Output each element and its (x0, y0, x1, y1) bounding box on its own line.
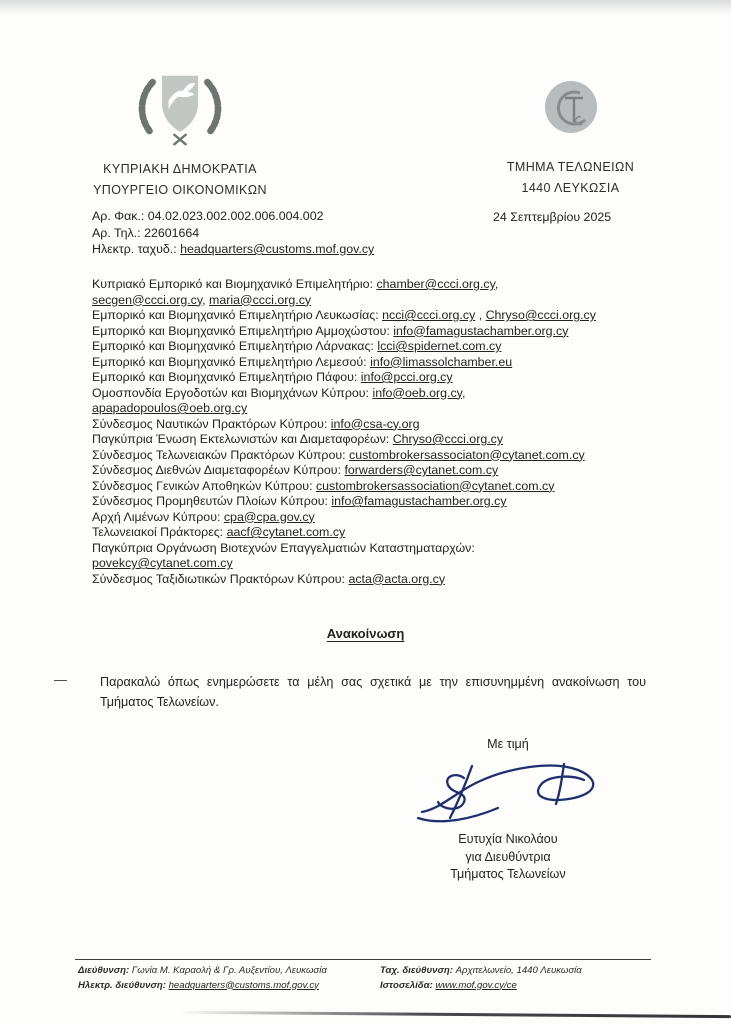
footer-email-link[interactable]: headquarters@customs.mof.gov.cy (168, 979, 319, 991)
recipient-line (92, 479, 652, 495)
recipient-line (92, 463, 652, 479)
recipient-line (92, 494, 652, 510)
recipient-line (92, 339, 652, 355)
email-link[interactable]: forwarders@cytanet.com.cy (344, 463, 499, 477)
republic-title: ΚΥΠΡΙΑΚΗ ΔΗΜΟΚΡΑΤΙΑ (103, 162, 257, 176)
footer-web-line: Ιστοσελίδα: www.mof.gov.cy/ce (380, 979, 517, 991)
footer-postal-line: Ταχ. διεύθυνση: Αρχιτελωνείο, 1440 Λευκωσία (380, 965, 582, 976)
email-link[interactable]: Chryso@ccci.org.cy (485, 308, 596, 322)
recipient-line (92, 324, 652, 340)
recipient-line (92, 277, 652, 308)
email-link[interactable]: povekcy@cytanet.com.cy (92, 556, 233, 570)
recipient-label: Σύνδεσμος Ταξιδιωτικών Πρακτόρων Κύπρου: (92, 571, 349, 586)
recipient-line (92, 386, 652, 417)
email-link[interactable]: headquarters@customs.mof.gov.cy (180, 242, 375, 256)
ministry-title: ΥΠΟΥΡΓΕΙΟ ΟΙΚΟΝΟΜΙΚΩΝ (93, 183, 267, 197)
recipient-label: Σύνδεσμος Τελωνειακών Πρακτόρων Κύπρου: (92, 447, 350, 462)
letter-date: 24 Σεπτεμβρίου 2025 (493, 210, 612, 224)
email-link[interactable]: info@limassolchamber.eu (370, 354, 513, 369)
reference-block (92, 208, 374, 258)
department-title: ΤΜΗΜΑ ΤΕΛΩΝΕΙΩΝ (506, 160, 635, 174)
recipient-label: Εμπορικό και Βιομηχανικό Επιμελητήριο Λευκωσίας: (92, 308, 383, 322)
recipient-label: Παγκύπρια Οργάνωση Βιοτεχνών Επαγγελματιών Καταστηματαρχών: (92, 540, 475, 555)
email-link[interactable]: acta@acta.org.cy (348, 571, 446, 586)
signatory-name: Ευτυχία Νικολάου (458, 832, 558, 846)
email-link[interactable]: aacf@cytanet.com.cy (226, 525, 346, 539)
email-link[interactable]: info@famagustachamber.org.cy (331, 494, 507, 508)
recipient-label: , (475, 308, 486, 322)
recipient-line (92, 448, 652, 464)
cyprus-coat-of-arms-icon (132, 70, 228, 155)
email-link[interactable]: apapadopoulos@oeb.org.cy (92, 401, 248, 415)
recipient-label: Κυπριακό Εμπορικό και Βιομηχανικό Επιμελητήριο: (92, 277, 377, 291)
recipient-label: Εμπορικό και Βιομηχανικό Επιμελητήριο Λάρνακας: (92, 339, 378, 353)
handwritten-signature-icon (412, 748, 612, 835)
announcement-body: Παρακαλώ όπως ενημερώσετε τα μέλη σας σχετικά με την επισυνημμένη ανακοίνωση του Τμήματος Τελωνείων. (100, 675, 646, 709)
signatory-title-2: Τμήματος Τελωνείων (450, 867, 566, 881)
recipient-label: Σύνδεσμος Γενικών Αποθηκών Κύπρου: (92, 478, 316, 493)
department-city: 1440 ΛΕΥΚΩΣΙΑ (521, 181, 620, 195)
email-link[interactable]: secgen@ccci.org.cy (92, 292, 203, 307)
email-link[interactable]: maria@ccci.org.cy (209, 292, 312, 307)
announcement-heading: Ανακοίνωση (326, 626, 405, 641)
recipient-line (92, 510, 652, 526)
recipient-line (92, 541, 652, 572)
signatory-block (418, 831, 598, 884)
footer-divider (75, 959, 651, 960)
recipient-label: , (202, 292, 210, 307)
footer-right-column (380, 964, 650, 993)
email-link[interactable]: info@pcci.org.cy (360, 370, 453, 384)
email-link[interactable]: Chryso@ccci.org.cy (392, 432, 504, 446)
recipient-label: Σύνδεσμος Ναυτικών Πρακτόρων Κύπρου: (92, 416, 331, 431)
email-link[interactable]: cpa@cpa.gov.cy (223, 509, 315, 524)
recipient-list (92, 277, 652, 587)
phone-number: 22601664 (144, 225, 200, 240)
recipient-label: Τελωνειακοί Πράκτορες: (92, 525, 227, 539)
email-link[interactable]: info@csa-cy.org (330, 416, 420, 431)
recipient-label: , (461, 385, 466, 400)
closing-salutation: Με τιμή (487, 737, 529, 751)
email-link[interactable]: ncci@ccci.org.cy (382, 308, 476, 322)
header-left (70, 70, 290, 197)
recipient-label: Εμπορικό και Βιομηχανικό Επιμελητήριο Αμμοχώστου: (92, 323, 394, 338)
file-number: 04.02.023.002.002.006.004.002 (147, 209, 324, 223)
email-link[interactable]: lcci@spidernet.com.cy (377, 339, 502, 353)
recipient-label: Ομοσπονδία Εργοδοτών και Βιομηχάνων Κύπρου: (92, 385, 373, 400)
signature-strokes (418, 764, 593, 821)
recipient-line (92, 432, 652, 448)
footer-left-column (78, 964, 378, 993)
recipient-line (92, 417, 652, 433)
recipient-label: Εμπορικό και Βιομηχανικό Επιμελητήριο Πάφου: (92, 370, 361, 384)
signatory-title-1: για Διευθύντρια (465, 849, 551, 864)
recipient-line (92, 308, 652, 324)
scan-artifact-top (0, 0, 731, 15)
recipient-label: Σύνδεσμος Διεθνών Διαμεταφορέων Κύπρου: (92, 463, 345, 477)
recipient-line (92, 572, 652, 588)
footer-email-line: Ηλεκτρ. διεύθυνση: headquarters@customs.mof.gov.cy (78, 979, 319, 991)
footer-website-link[interactable]: www.mof.gov.cy/ce (435, 979, 517, 991)
scan-artifact-bottom (180, 1011, 731, 1018)
recipient-label: Αρχή Λιμένων Κύπρου: (92, 509, 224, 524)
email-link[interactable]: info@oeb.org.cy (372, 385, 462, 400)
email-link[interactable]: chamber@ccci.org.cy (376, 277, 495, 291)
header-right (468, 80, 673, 195)
recipient-line (92, 355, 652, 371)
customs-department-seal-icon (544, 80, 598, 139)
footer-address-line: Διεύθυνση: Γωνία Μ. Καραολή & Γρ. Αυξεντίου, Λευκωσία (78, 965, 327, 976)
email-link[interactable]: info@famagustachamber.org.cy (393, 323, 569, 338)
file-number-line: Αρ. Φακ.: 04.02.023.002.002.006.004.002 (92, 209, 324, 223)
recipient-label: Σύνδεσμος Προμηθευτών Πλοίων Κύπρου: (92, 494, 332, 508)
paragraph-dash: — (54, 672, 67, 687)
recipient-label: , (494, 277, 499, 291)
phone-line: Αρ. Τηλ.: 22601664 (92, 225, 200, 240)
recipient-line (92, 370, 652, 386)
recipient-label: Παγκύπρια Ένωση Εκτελωνιστών και Διαμεταφορέων: (92, 432, 393, 446)
recipient-label: Εμπορικό και Βιομηχανικό Επιμελητήριο Λεμεσού: (92, 354, 371, 369)
recipient-line (92, 525, 652, 541)
email-link[interactable]: custombrokersassociation@cytanet.com.cy (315, 478, 555, 493)
email-link[interactable]: custombrokersassociaton@cytanet.com.cy (349, 447, 585, 462)
email-line: Ηλεκτρ. ταχυδ.: headquarters@customs.mof.gov.cy (92, 242, 375, 256)
